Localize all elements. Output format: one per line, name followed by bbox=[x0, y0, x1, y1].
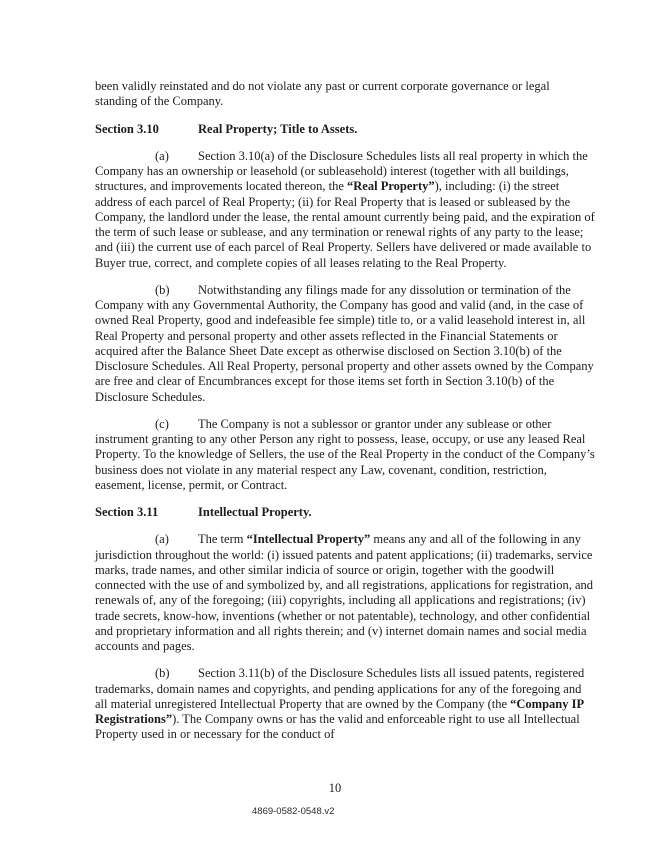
paragraph-label: (b) bbox=[155, 666, 170, 681]
paragraph-label: (a) bbox=[155, 532, 169, 547]
paragraph-text: been validly reinstated and do not violate any past or current corporate governance or legal standing of the Company. bbox=[95, 79, 550, 109]
paragraph-label: (a) bbox=[155, 148, 169, 163]
paragraph-text: The Company is not a sublessor or grantor under any sublease or other instrument granting to any other Person any right to possess, lease, occupy, or use any leased Real Property. To the knowledge of Sellers, the use of the Real Property in the conduct of the Company’s business does not violate in any material respect any Law, covenant, condition, restriction, easement, license, permit, or Contract. bbox=[95, 416, 595, 492]
paragraph-3-11-b bbox=[95, 666, 595, 742]
heading-section-3-11 bbox=[95, 505, 595, 520]
heading-section-3-10 bbox=[95, 122, 595, 137]
paragraph-label: (c) bbox=[155, 416, 169, 431]
paragraph-continuation bbox=[95, 79, 595, 110]
defined-term-real-property: “Real Property” bbox=[347, 179, 435, 194]
paragraph-text: means any and all of the following in any jurisdiction throughout the world: (i) issued patents and patent applications; (ii) trademarks, service marks, trade names, and other similar indicia of source or origin, together with the goodwill connected with the use of and symbolized by, and all registrations, applications for registration, and renewals of, any of the foregoing; (iii) copyrights, including all applications and registrations; (iv) trade secrets, know-how, inventions (whether or not patentable), technology, and other confidential and proprietary information and all rights therein; and (v) internet domain names and social media accounts and pages. bbox=[95, 532, 594, 653]
defined-term-intellectual-property: “Intellectual Property” bbox=[246, 532, 371, 547]
paragraph-text: The term bbox=[198, 532, 247, 547]
page-number: 10 bbox=[328, 781, 342, 795]
paragraph-3-10-c bbox=[95, 417, 595, 493]
paragraph-text: Notwithstanding any filings made for any dissolution or termination of the Company with any Governmental Authority, the Company has good and valid (and, in the case of owned Real Property, good and indefeasible fee simple) title to, or a valid leasehold interest in, all Real Property and personal property and other assets reflected in the Financial Statements or acquired after the Balance Sheet Date except as otherwise disclosed on Section 3.10(b) of the Disclosure Schedules. All Real Property, personal property and other assets owned by the Company are free and clear of Encumbrances except for those items set forth in Section 3.10(b) of the Disclosure Schedules. bbox=[95, 282, 594, 404]
defined-term-company-ip-registrations: “Company IP Registrations” bbox=[95, 696, 584, 726]
paragraph-text: Section 3.11(b) of the Disclosure Schedules lists all issued patents, registered trademarks, domain names and copyrights, and pending applications for any of the foregoing and all material unregistered Intellectual Property that are owned by the Company (the bbox=[95, 666, 585, 711]
section-title: Real Property; Title to Assets. bbox=[198, 121, 358, 136]
paragraph-3-10-a bbox=[95, 149, 595, 271]
section-number: Section 3.11 bbox=[95, 505, 159, 519]
paragraph-text: Section 3.10(a) of the Disclosure Schedules lists all real property in which the Company has an ownership or leasehold (or subleasehold) interest (together with all buildings, structures, and improvements located thereon, the bbox=[95, 148, 588, 194]
paragraph-text: ), including: (i) the street address of each parcel of Real Property; (ii) for Real Property that is leased or subleased by the Company, the landlord under the lease, the rental amount currently being paid, and the expiration of the term of such lease or sublease, and any termination or renewal rights of any party to the lease; and (iii) the current use of each parcel of Real Property. Sellers have delivered or made available to Buyer true, correct, and complete copies of all leases relating to the Real Property. bbox=[95, 179, 595, 270]
document-id-footer: 4869-0582-0548.v2 bbox=[252, 806, 335, 817]
document-content bbox=[95, 79, 595, 743]
section-title: Intellectual Property. bbox=[198, 505, 312, 519]
paragraph-3-11-a bbox=[95, 532, 595, 654]
paragraph-3-10-b bbox=[95, 283, 595, 405]
section-number: Section 3.10 bbox=[95, 121, 159, 136]
paragraph-text: ). The Company owns or has the valid and enforceable right to use all Intellectual Property used in or necessary for the conduct of bbox=[95, 712, 580, 742]
paragraph-label: (b) bbox=[155, 282, 170, 297]
